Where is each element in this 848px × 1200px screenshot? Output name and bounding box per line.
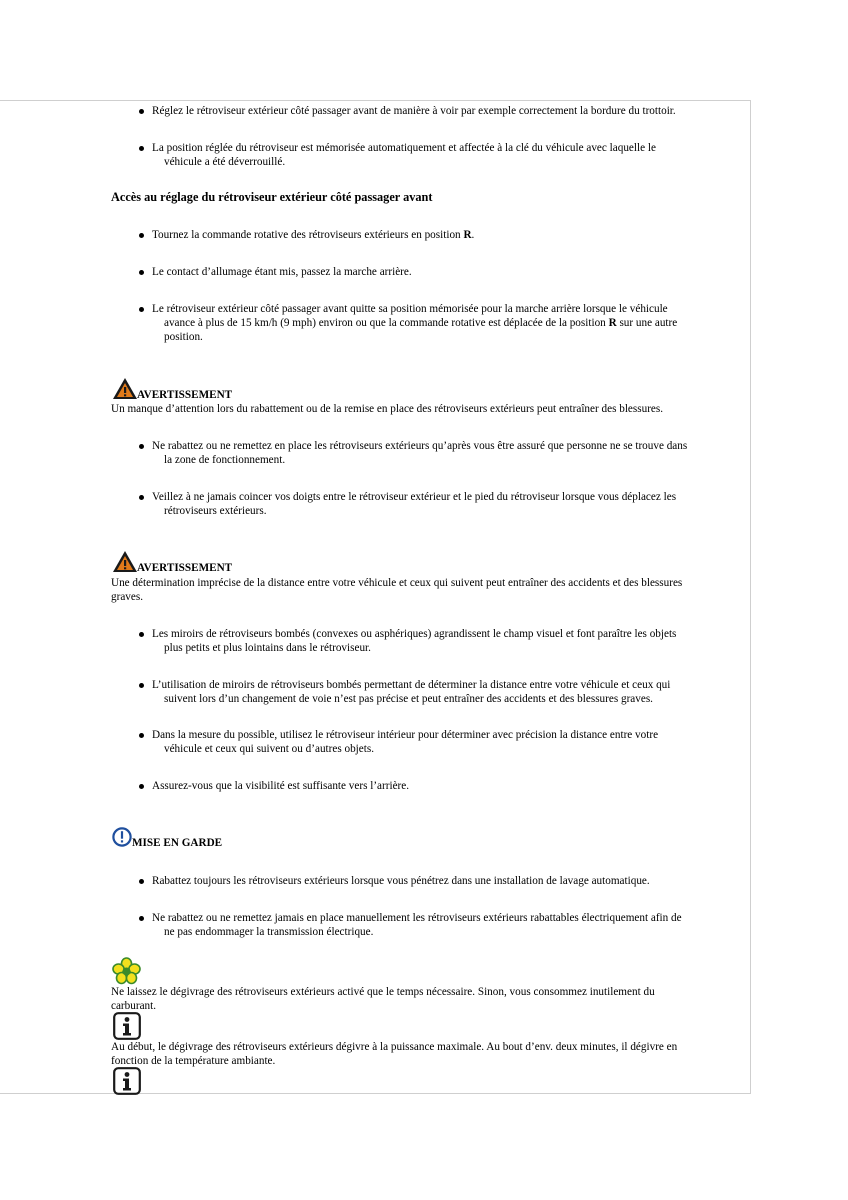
list-item-text: Réglez le rétroviseur extérieur côté passager avant de manière à voir par exemple correctement la bordure du trottoir. <box>152 105 676 117</box>
warning-triangle-icon <box>112 550 138 573</box>
warning-text-line: graves. <box>111 591 143 603</box>
list-item-text <box>152 678 670 706</box>
list-item-text <box>152 490 676 518</box>
list-item-text <box>152 439 687 467</box>
list-item-line: la zone de fonctionnement. <box>164 454 286 466</box>
list-item-line-part: avance à plus de 15 km/h (9 mph) environ ou que la commande rotative est déplacée de la position <box>164 317 609 329</box>
list-item-line: position. <box>164 331 203 343</box>
warning-title: AVERTISSEMENT <box>137 562 233 574</box>
list-item-text <box>152 728 658 756</box>
bullet-dot <box>139 733 144 738</box>
list-item-line: Veillez à ne jamais coincer vos doigts entre le rétroviseur extérieur et le pied du rétroviseur lorsque vous déplacez les <box>152 491 677 503</box>
list-item-text <box>152 302 677 344</box>
list-item-text <box>152 627 676 655</box>
list-item-line: rétroviseurs extérieurs. <box>164 505 267 517</box>
bullet-dot <box>139 683 144 688</box>
list-item-line-part: sur une autre <box>616 317 678 329</box>
flower-icon <box>111 956 142 986</box>
caution-title: MISE EN GARDE <box>132 837 223 849</box>
warning-triangle-icon <box>112 377 138 400</box>
warning-text-line: Une détermination imprécise de la distance entre votre véhicule et ceux qui suivent peut entraîner des accidents et des blessures <box>111 577 683 589</box>
warning-text: Un manque d’attention lors du rabattement ou de la remise en place des rétroviseurs extérieurs peut entraîner des blessures. <box>111 403 664 415</box>
bullet-dot <box>139 916 144 921</box>
list-item-text <box>152 141 656 169</box>
note-line: fonction de la température ambiante. <box>111 1055 276 1067</box>
list-item-text: Rabattez toujours les rétroviseurs extérieurs lorsque vous pénétrez dans une installation de lavage automatique. <box>152 875 650 887</box>
bullet-dot <box>139 495 144 500</box>
list-item-text: Le contact d’allumage étant mis, passez la marche arrière. <box>152 266 412 278</box>
list-item-text <box>152 911 682 939</box>
list-item-text: Assurez-vous que la visibilité est suffisante vers l’arrière. <box>152 780 410 792</box>
note-line: carburant. <box>111 1000 157 1012</box>
bullet-dot <box>139 879 144 884</box>
bullet-dot <box>139 632 144 637</box>
list-item-line <box>152 316 677 330</box>
list-item-line: Tournez la commande rotative des rétroviseurs extérieurs en position <box>152 229 464 241</box>
list-item-line: Les miroirs de rétroviseurs bombés (convexes ou asphériques) agrandissent le champ visuel et font paraître les objets <box>152 628 677 640</box>
list-item-line: Ne rabattez ou ne remettez jamais en place manuellement les rétroviseurs extérieurs rabattables électriquement afin de <box>152 912 682 924</box>
info-icon <box>113 1012 141 1040</box>
bullet-dot <box>139 784 144 789</box>
note-line: Au début, le dégivrage des rétroviseurs extérieurs dégivre à la puissance maximale. Au bout d’env. deux minutes, il dégivre en <box>111 1041 678 1053</box>
info-icon <box>113 1067 141 1095</box>
list-item-line: L’utilisation de miroirs de rétroviseurs bombés permettant de déterminer la distance entre votre véhicule et ceux qui <box>152 679 671 691</box>
bullet-dot <box>139 444 144 449</box>
position-r-label: R <box>608 317 617 329</box>
info-note <box>111 1040 677 1068</box>
bullet-dot <box>139 270 144 275</box>
section-heading: Accès au réglage du rétroviseur extérieur côté passager avant <box>111 190 433 204</box>
exclamation-circle-icon <box>112 827 132 847</box>
environment-note <box>111 985 655 1013</box>
list-item-line: Le rétroviseur extérieur côté passager avant quitte sa position mémorisée pour la marche arrière lorsque le véhicule <box>152 303 668 315</box>
position-r-label: R <box>463 229 472 241</box>
bullet-dot <box>139 109 144 114</box>
list-item-line: Dans la mesure du possible, utilisez le rétroviseur intérieur pour déterminer avec précision la distance entre votre <box>152 729 659 741</box>
note-line: Ne laissez le dégivrage des rétroviseurs extérieurs activé que le temps nécessaire. Sinon, vous consommez inutilement du <box>111 986 655 998</box>
warning-text <box>111 576 682 604</box>
bullet-dot <box>139 307 144 312</box>
list-item-text <box>152 228 474 242</box>
list-item-line: ne pas endommager la transmission électrique. <box>164 926 374 938</box>
list-item-line: Ne rabattez ou ne remettez en place les rétroviseurs extérieurs qu’après vous être assuré que personne ne se trouve dans <box>152 440 688 452</box>
punctuation: . <box>471 229 475 241</box>
list-item-line: véhicule et ceux qui suivent ou d’autres objets. <box>164 743 375 755</box>
list-item-line: véhicule a été déverrouillé. <box>164 156 286 168</box>
bullet-dot <box>139 146 144 151</box>
list-item-line: La position réglée du rétroviseur est mémorisée automatiquement et affectée à la clé du véhicule avec laquelle le <box>152 142 656 154</box>
list-item-line: suivent lors d’un changement de voie n’est pas précise et peut entraîner des accidents et des blessures graves. <box>164 693 653 705</box>
list-item-line: plus petits et plus lointains dans le rétroviseur. <box>164 642 371 654</box>
warning-title: AVERTISSEMENT <box>137 389 233 401</box>
bullet-dot <box>139 233 144 238</box>
